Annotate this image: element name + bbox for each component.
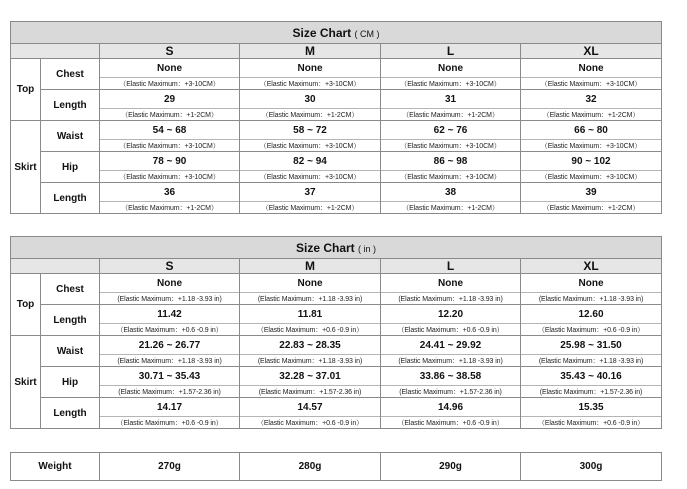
value-cell: 90 ~ 102	[521, 152, 662, 171]
elastic-note: （Elastic Maximum：+1-2CM）	[381, 202, 521, 214]
row-label: Chest	[41, 59, 100, 90]
elastic-note: （Elastic Maximum：+3-10CM）	[240, 78, 381, 90]
value-cell: 86 ~ 98	[381, 152, 521, 171]
elastic-note: （Elastic Maximum：+1-2CM）	[240, 109, 381, 121]
row-label: Length	[41, 183, 100, 214]
elastic-note: （Elastic Maximum：+0.6 -0.9 in）	[521, 417, 662, 429]
value-cell: 58 ~ 72	[240, 121, 381, 140]
row-label: Waist	[41, 336, 100, 367]
elastic-note: （Elastic Maximum：+0.6 -0.9 in）	[381, 324, 521, 336]
row-label: Length	[41, 398, 100, 429]
row-label: Hip	[41, 367, 100, 398]
row-label: Chest	[41, 274, 100, 305]
elastic-note: （Elastic Maximum：+3-10CM）	[381, 140, 521, 152]
group-label-skirt: Skirt	[11, 336, 41, 429]
value-cell: 37	[240, 183, 381, 202]
value-cell: 25.98 ~ 31.50	[521, 336, 662, 355]
value-cell: None	[521, 59, 662, 78]
value-cell: 12.20	[381, 305, 521, 324]
table-title: Size Chart ( in )	[11, 237, 662, 259]
row-label: Length	[41, 305, 100, 336]
group-label-top: Top	[11, 59, 41, 121]
value-cell: 14.17	[100, 398, 240, 417]
elastic-note: (Elastic Maximum：+1.18 -3.93 in)	[240, 293, 381, 305]
value-cell: None	[240, 274, 381, 293]
elastic-note: （Elastic Maximum：+3-10CM）	[240, 140, 381, 152]
value-cell: 30.71 ~ 35.43	[100, 367, 240, 386]
elastic-note: (Elastic Maximum：+1.18 -3.93 in)	[521, 293, 662, 305]
weight-value: 270g	[100, 453, 240, 481]
weight-value: 300g	[521, 453, 662, 481]
elastic-note: （Elastic Maximum：+1-2CM）	[100, 109, 240, 121]
value-cell: 11.81	[240, 305, 381, 324]
elastic-note: （Elastic Maximum：+3-10CM）	[521, 171, 662, 183]
row-label: Length	[41, 90, 100, 121]
group-label-top: Top	[11, 274, 41, 336]
elastic-note: （Elastic Maximum：+3-10CM）	[521, 78, 662, 90]
size-header: S	[100, 44, 240, 59]
size-header: M	[240, 44, 381, 59]
value-cell: 24.41 ~ 29.92	[381, 336, 521, 355]
value-cell: 14.57	[240, 398, 381, 417]
value-cell: 35.43 ~ 40.16	[521, 367, 662, 386]
value-cell: 14.96	[381, 398, 521, 417]
table-title: Size Chart ( CM )	[11, 22, 662, 44]
elastic-note: （Elastic Maximum：+0.6 -0.9 in）	[521, 324, 662, 336]
weight-label: Weight	[11, 453, 100, 481]
elastic-note: (Elastic Maximum：+1.18 -3.93 in)	[100, 293, 240, 305]
value-cell: 22.83 ~ 28.35	[240, 336, 381, 355]
weight-value: 280g	[240, 453, 381, 481]
value-cell: 29	[100, 90, 240, 109]
elastic-note: （Elastic Maximum：+1-2CM）	[521, 202, 662, 214]
row-label: Waist	[41, 121, 100, 152]
elastic-note: （Elastic Maximum：+0.6 -0.9 in）	[381, 417, 521, 429]
elastic-note: (Elastic Maximum：+1.18 -3.93 in)	[381, 355, 521, 367]
value-cell: 54 ~ 68	[100, 121, 240, 140]
value-cell: 82 ~ 94	[240, 152, 381, 171]
weight-value: 290g	[381, 453, 521, 481]
size-chart-in-table	[10, 236, 662, 429]
elastic-note: （Elastic Maximum：+1-2CM）	[521, 109, 662, 121]
elastic-note: (Elastic Maximum：+1.18 -3.93 in)	[240, 355, 381, 367]
group-label-skirt: Skirt	[11, 121, 41, 214]
value-cell: 36	[100, 183, 240, 202]
elastic-note: (Elastic Maximum：+1.57-2.36 in)	[100, 386, 240, 398]
value-cell: 78 ~ 90	[100, 152, 240, 171]
elastic-note: （Elastic Maximum：+3-10CM）	[100, 78, 240, 90]
value-cell: 38	[381, 183, 521, 202]
value-cell: 32	[521, 90, 662, 109]
value-cell: 66 ~ 80	[521, 121, 662, 140]
value-cell: None	[381, 274, 521, 293]
value-cell: 31	[381, 90, 521, 109]
weight-table	[10, 452, 662, 481]
size-header: M	[240, 259, 381, 274]
value-cell: None	[100, 59, 240, 78]
elastic-note: (Elastic Maximum：+1.18 -3.93 in)	[100, 355, 240, 367]
size-header: S	[100, 259, 240, 274]
value-cell: 62 ~ 76	[381, 121, 521, 140]
value-cell: 39	[521, 183, 662, 202]
size-header: L	[381, 44, 521, 59]
value-cell: 11.42	[100, 305, 240, 324]
value-cell: 12.60	[521, 305, 662, 324]
value-cell: None	[381, 59, 521, 78]
header-blank	[11, 259, 100, 274]
elastic-note: （Elastic Maximum：+1-2CM）	[100, 202, 240, 214]
elastic-note: （Elastic Maximum：+0.6 -0.9 in）	[100, 324, 240, 336]
value-cell: 33.86 ~ 38.58	[381, 367, 521, 386]
elastic-note: (Elastic Maximum：+1.57-2.36 in)	[381, 386, 521, 398]
elastic-note: （Elastic Maximum：+0.6 -0.9 in）	[240, 324, 381, 336]
elastic-note: (Elastic Maximum：+1.18 -3.93 in)	[381, 293, 521, 305]
value-cell: 15.35	[521, 398, 662, 417]
elastic-note: （Elastic Maximum：+1-2CM）	[240, 202, 381, 214]
elastic-note: （Elastic Maximum：+3-10CM）	[100, 140, 240, 152]
header-blank	[11, 44, 100, 59]
elastic-note: （Elastic Maximum：+3-10CM）	[240, 171, 381, 183]
elastic-note: （Elastic Maximum：+3-10CM）	[100, 171, 240, 183]
elastic-note: （Elastic Maximum：+3-10CM）	[521, 140, 662, 152]
size-header: XL	[521, 44, 662, 59]
elastic-note: （Elastic Maximum：+0.6 -0.9 in）	[100, 417, 240, 429]
row-label: Hip	[41, 152, 100, 183]
elastic-note: （Elastic Maximum：+3-10CM）	[381, 171, 521, 183]
size-chart-cm-table	[10, 21, 662, 214]
elastic-note: (Elastic Maximum：+1.18 -3.93 in)	[521, 355, 662, 367]
size-header: XL	[521, 259, 662, 274]
elastic-note: （Elastic Maximum：+0.6 -0.9 in）	[240, 417, 381, 429]
value-cell: None	[240, 59, 381, 78]
value-cell: None	[521, 274, 662, 293]
elastic-note: （Elastic Maximum：+1-2CM）	[381, 109, 521, 121]
elastic-note: （Elastic Maximum：+3-10CM）	[381, 78, 521, 90]
elastic-note: (Elastic Maximum：+1.57-2.36 in)	[240, 386, 381, 398]
elastic-note: (Elastic Maximum：+1.57-2.36 in)	[521, 386, 662, 398]
value-cell: 21.26 ~ 26.77	[100, 336, 240, 355]
value-cell: None	[100, 274, 240, 293]
value-cell: 30	[240, 90, 381, 109]
size-header: L	[381, 259, 521, 274]
value-cell: 32.28 ~ 37.01	[240, 367, 381, 386]
